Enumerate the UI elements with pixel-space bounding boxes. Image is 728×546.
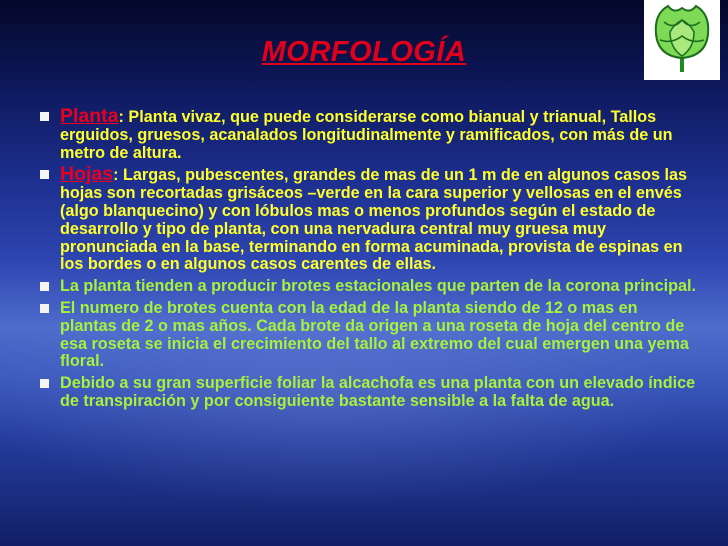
list-item	[36, 105, 696, 162]
list-item	[36, 163, 696, 274]
list-item	[36, 375, 696, 411]
slide-title: MORFOLOGÍA	[261, 36, 467, 68]
bullet-list	[36, 105, 696, 415]
term-hojas: Hojas	[60, 163, 114, 186]
list-item	[36, 278, 696, 296]
paragraph-text: La planta tienden a producir brotes estacionales que parten de la corona principal.	[60, 277, 696, 296]
square-bullet-icon	[40, 304, 49, 313]
paragraph-text: : Largas, pubescentes, grandes de mas de un 1 m de en algunos casos las hojas son recortadas grisáceos –verde en la cara superior y vellosas en el envés (algo blanquecino) y con lóbulos mas o menos profundos según el estado de desarrollo y tipo de planta, con una nervadura central muy gruesa muy pronunciada en la base, terminando en forma acuminada, provista de espinas en los bordes o en algunos casos carentes de ellas.	[60, 166, 688, 274]
paragraph-text: Debido a su gran superficie foliar la alcachofa es una planta con un elevado índice de transpiración y por consiguiente bastante sensible a la falta de agua.	[60, 374, 696, 410]
square-bullet-icon	[40, 112, 49, 121]
paragraph-text: : Planta vivaz, que puede considerarse como bianual y trianual, Tallos erguidos, gruesos, acanalados longitudinalmente y ramificados, con más de un metro de altura.	[60, 108, 673, 162]
list-item	[36, 300, 696, 371]
square-bullet-icon	[40, 170, 49, 179]
term-planta: Planta	[60, 105, 119, 127]
artichoke-icon	[644, 0, 720, 80]
paragraph-text: El numero de brotes cuenta con la edad de la planta siendo de 12 o mas en plantas de 2 o mas años. Cada brote da origen a una roseta de hoja del centro de esa roseta se inicia el crecimiento del tallo al extremo del cual emergen una yema floral.	[60, 298, 689, 371]
square-bullet-icon	[40, 379, 49, 388]
square-bullet-icon	[40, 282, 49, 291]
